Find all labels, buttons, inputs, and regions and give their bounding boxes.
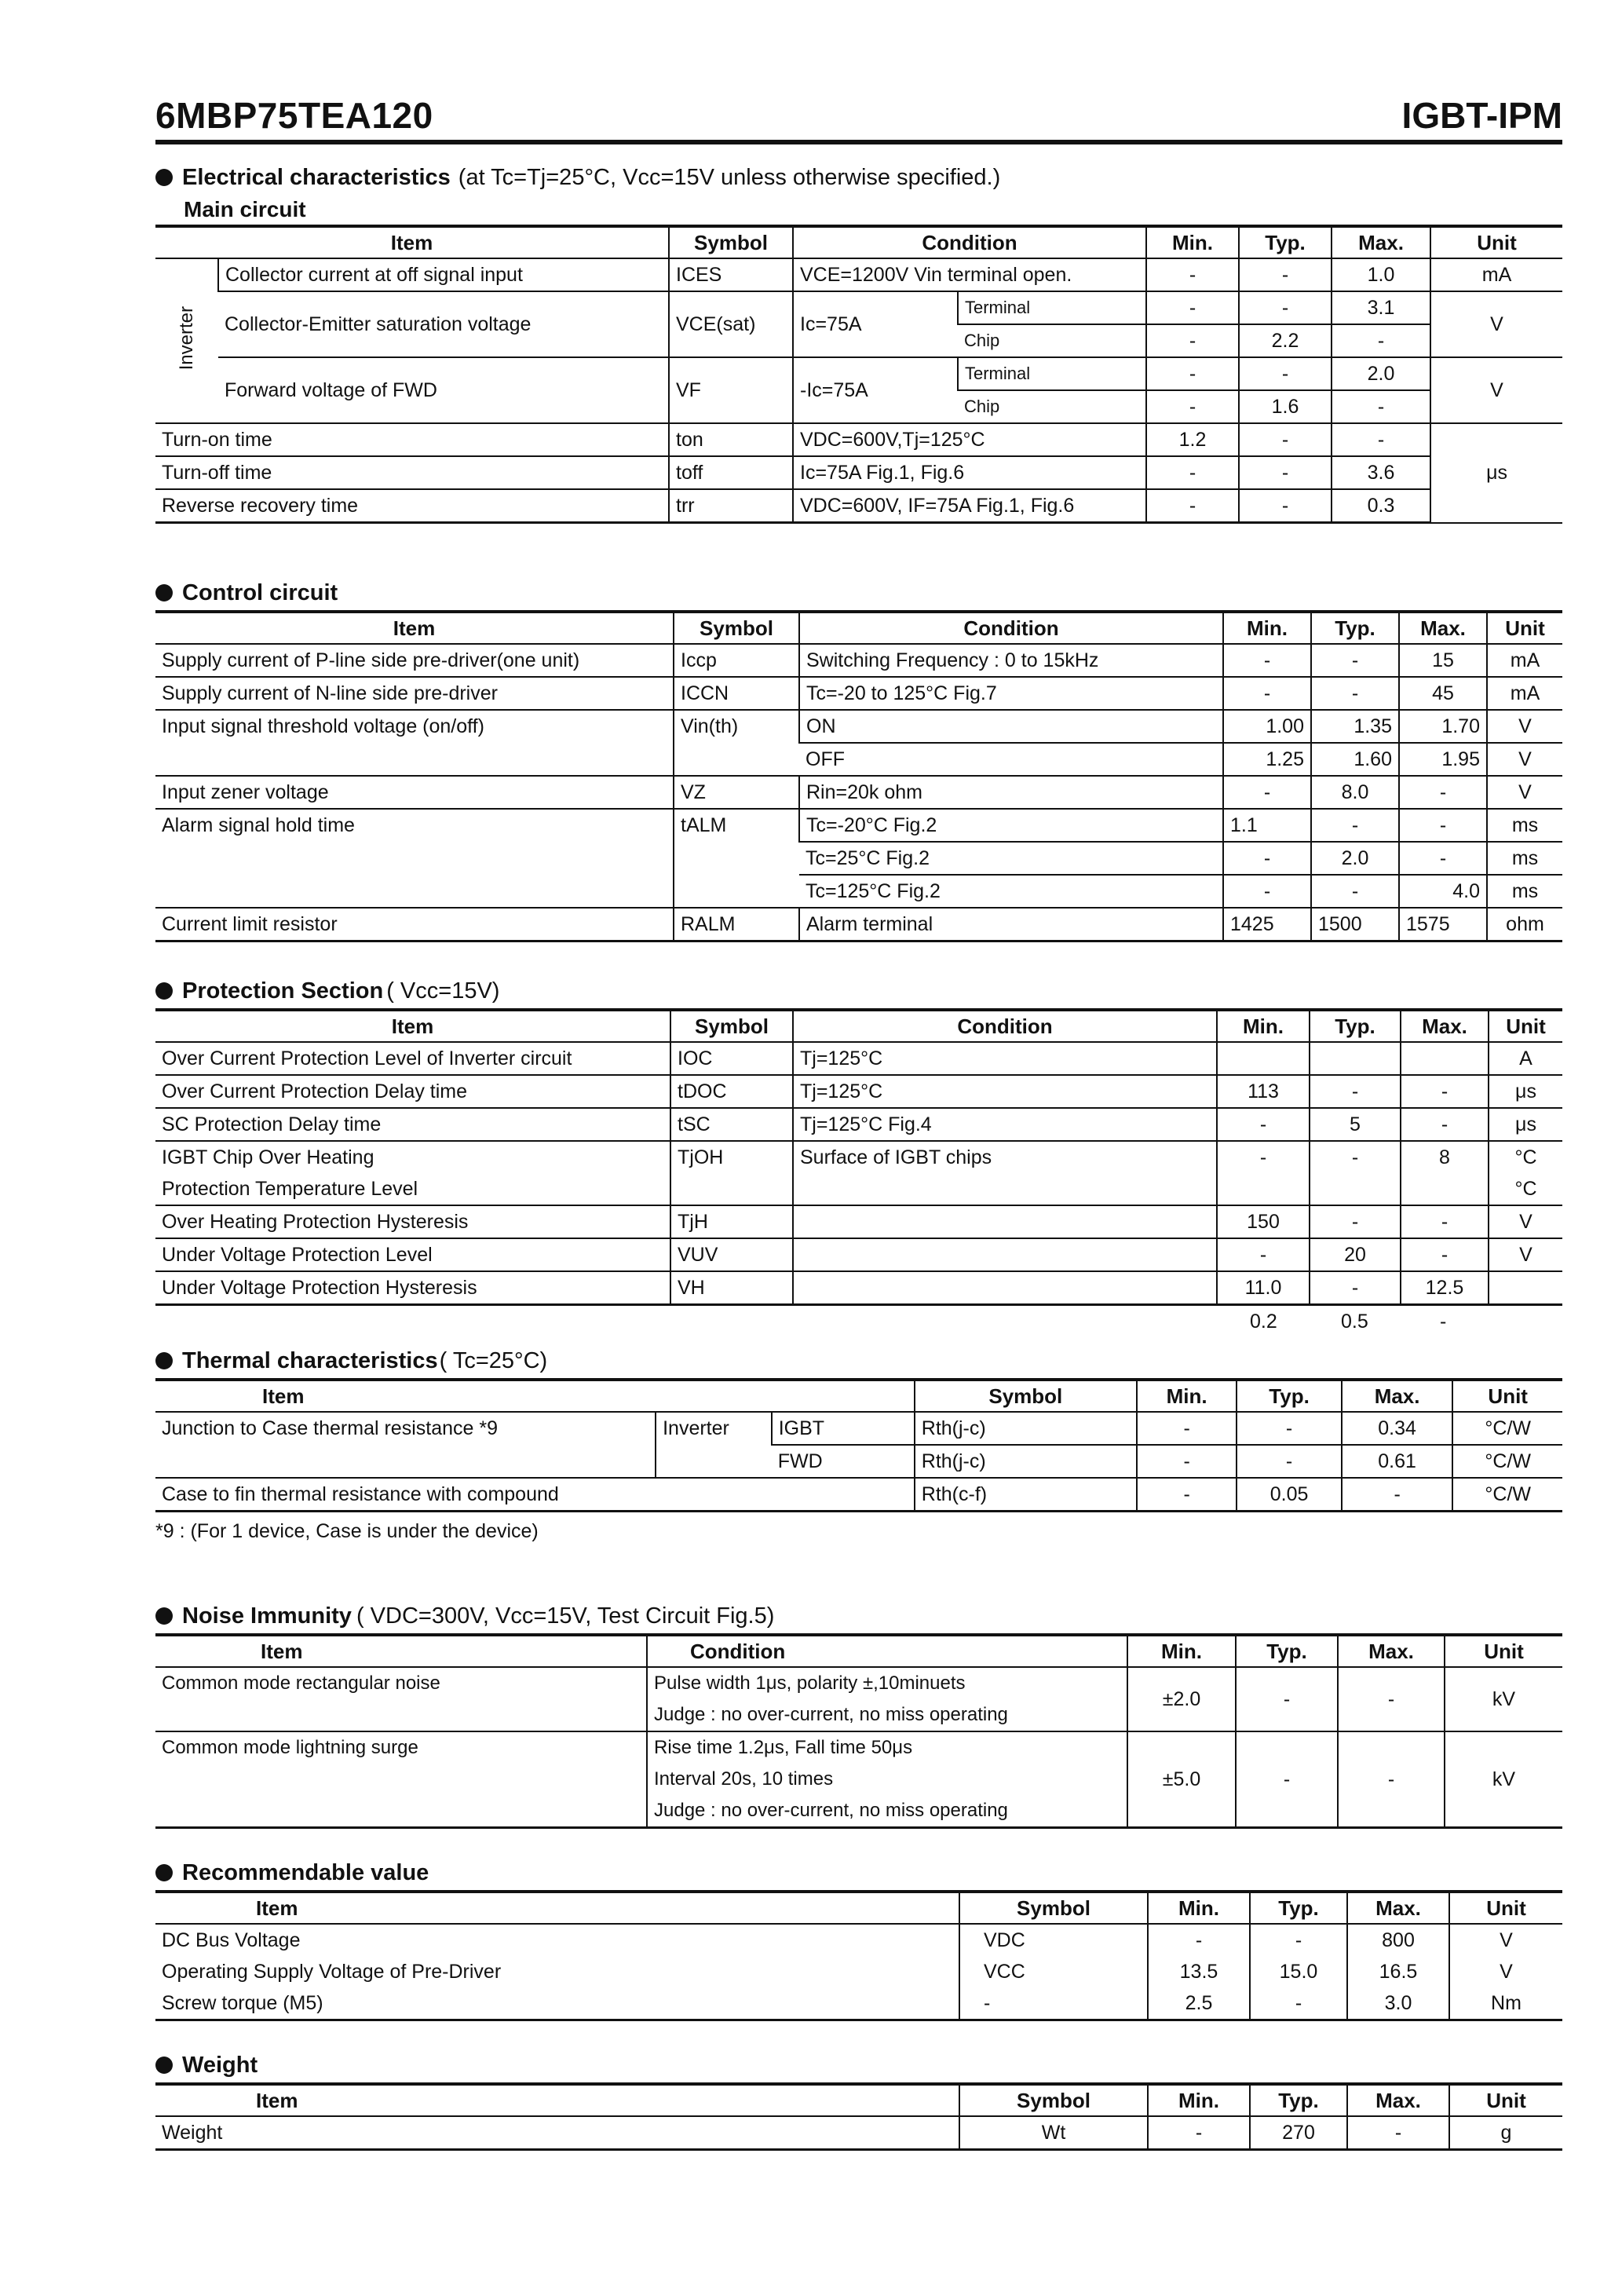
table-row: Reverse recovery time trr VDC=600V, IF=75A Fig.1, Fig.6 - - 0.3 bbox=[155, 489, 1562, 523]
section-note: ( VDC=300V, Vcc=15V, Test Circuit Fig.5) bbox=[356, 1603, 775, 1629]
bullet-icon bbox=[155, 2057, 173, 2074]
table-row: Protection Temperature Level °C bbox=[155, 1173, 1562, 1205]
section-title: Weight bbox=[182, 2052, 258, 2078]
bullet-icon bbox=[155, 169, 173, 186]
section-note: (at Tc=Tj=25°C, Vcc=15V unless otherwise specified.) bbox=[458, 164, 1001, 190]
bullet-icon bbox=[155, 1352, 173, 1369]
table-row: Weight Wt - 270 - g bbox=[155, 2116, 1562, 2150]
table-header-row: Item Symbol Min. Typ. Max. Unit bbox=[155, 1892, 1562, 1924]
main-circuit-subtitle: Main circuit bbox=[184, 197, 306, 221]
table-header-row: Item Symbol Min. Typ. Max. Unit bbox=[155, 1380, 1562, 1412]
thermal-table bbox=[155, 1378, 1562, 1512]
table-header-row: Item Symbol Condition Min. Typ. Max. Unit bbox=[155, 1010, 1562, 1042]
protection-extra-values: 0.2 0.5 - bbox=[1250, 1311, 1447, 1333]
table-row: Under Voltage Protection Hysteresis VH 11.0 - 12.5 bbox=[155, 1271, 1562, 1305]
bullet-icon bbox=[155, 1607, 173, 1625]
electrical-section-title bbox=[155, 160, 1562, 195]
table-row: Current limit resistor RALM Alarm terminal 1425 1500 1575 ohm bbox=[155, 908, 1562, 941]
protection-section-title bbox=[155, 974, 1562, 1008]
table-row: Supply current of P-line side pre-driver(one unit) Iccp Switching Frequency : 0 to 15kHz - - 15 mA bbox=[155, 644, 1562, 677]
table-row: Turn-off time toff Ic=75A Fig.1, Fig.6 - - 3.6 bbox=[155, 456, 1562, 489]
protection-table bbox=[155, 1008, 1562, 1306]
table-row: Over Current Protection Level of Inverter circuit IOC Tj=125°C A bbox=[155, 1042, 1562, 1075]
table-row: OFF 1.25 1.60 1.95 V bbox=[155, 743, 1562, 776]
table-header-row: Item Condition Min. Typ. Max. Unit bbox=[155, 1635, 1562, 1667]
control-circuit-table bbox=[155, 610, 1562, 942]
thermal-footnote: *9 : (For 1 device, Case is under the device) bbox=[155, 1520, 539, 1542]
table-row: Over Heating Protection Hysteresis TjH 150 - - V bbox=[155, 1205, 1562, 1238]
section-title: Recommendable value bbox=[182, 1859, 429, 1885]
table-row: Common mode rectangular noise Pulse width 1μs, polarity ±,10minuets Judge : no over-current, no miss operating ±2.0 - - kV bbox=[155, 1667, 1562, 1731]
table-header-row: Item Symbol Condition Min. Typ. Max. Unit bbox=[155, 612, 1562, 644]
table-header-row: Item Symbol Min. Typ. Max. Unit bbox=[155, 2084, 1562, 2116]
datasheet-page bbox=[155, 93, 1562, 2151]
table-row: Over Current Protection Delay time tDOC Tj=125°C 113 - - μs bbox=[155, 1075, 1562, 1108]
thermal-section-title bbox=[155, 1344, 1562, 1378]
table-row: Screw torque (M5) - 2.5 - 3.0 Nm bbox=[155, 1987, 1562, 2020]
table-row: Alarm signal hold time tALM Tc=-20°C Fig.2 1.1 - - ms bbox=[155, 809, 1562, 842]
recommend-section-title bbox=[155, 1855, 1562, 1890]
table-row: Tc=25°C Fig.2 - 2.0 - ms bbox=[155, 842, 1562, 875]
table-row: Collector-Emitter saturation voltage VCE(sat) Ic=75A Terminal - - 3.1 V bbox=[155, 291, 1562, 324]
table-row: Case to fin thermal resistance with compound Rth(c-f) - 0.05 - °C/W bbox=[155, 1478, 1562, 1512]
table-header-row: Item Symbol Condition Min. Typ. Max. Unit bbox=[155, 226, 1562, 258]
table-row: Tc=125°C Fig.2 - - 4.0 ms bbox=[155, 875, 1562, 908]
main-circuit-table bbox=[155, 225, 1562, 524]
noise-section-title bbox=[155, 1599, 1562, 1633]
product-category: IGBT-IPM bbox=[1401, 95, 1562, 136]
bullet-icon bbox=[155, 982, 173, 1000]
table-row: Turn-on time ton VDC=600V,Tj=125°C 1.2 - - μs bbox=[155, 423, 1562, 456]
table-row: Inverter Collector current at off signal input ICES VCE=1200V Vin terminal open. - - 1.0 mA bbox=[155, 258, 1562, 291]
table-row: Input signal threshold voltage (on/off) Vin(th) ON 1.00 1.35 1.70 V bbox=[155, 710, 1562, 743]
section-title: Electrical characteristics bbox=[182, 164, 451, 190]
section-note: ( Tc=25°C) bbox=[439, 1347, 548, 1373]
table-row: Common mode lightning surge Rise time 1.2μs, Fall time 50μs Interval 20s, 10 times Judge : no over-current, no miss operating ±5.0 - - kV bbox=[155, 1731, 1562, 1828]
weight-table bbox=[155, 2082, 1562, 2151]
page-header bbox=[155, 93, 1562, 144]
weight-section-title bbox=[155, 2048, 1562, 2082]
section-title: Noise Immunity bbox=[182, 1603, 352, 1629]
part-number: 6MBP75TEA120 bbox=[155, 95, 433, 136]
table-row: Under Voltage Protection Level VUV - 20 - V bbox=[155, 1238, 1562, 1271]
table-row: Chip - 2.2 - bbox=[155, 324, 1562, 357]
section-title: Control circuit bbox=[182, 579, 338, 605]
table-row: SC Protection Delay time tSC Tj=125°C Fig.4 - 5 - μs bbox=[155, 1108, 1562, 1141]
inverter-group-label: Inverter bbox=[175, 305, 197, 371]
table-row: IGBT Chip Over Heating TjOH Surface of IGBT chips - - 8 °C bbox=[155, 1141, 1562, 1173]
table-row: Input zener voltage VZ Rin=20k ohm - 8.0 - V bbox=[155, 776, 1562, 809]
section-title: Thermal characteristics bbox=[182, 1347, 438, 1373]
table-row: Junction to Case thermal resistance *9 Inverter IGBT Rth(j-c) - - 0.34 °C/W bbox=[155, 1412, 1562, 1445]
bullet-icon bbox=[155, 1864, 173, 1881]
bullet-icon bbox=[155, 584, 173, 601]
table-row: FWD Rth(j-c) - - 0.61 °C/W bbox=[155, 1445, 1562, 1478]
control-section-title bbox=[155, 576, 1562, 610]
section-title: Protection Section bbox=[182, 978, 384, 1004]
table-row: DC Bus Voltage VDC - - 800 V bbox=[155, 1924, 1562, 1956]
section-note: ( Vcc=15V) bbox=[386, 978, 500, 1004]
table-row: Chip - 1.6 - bbox=[155, 390, 1562, 423]
table-row: Forward voltage of FWD VF -Ic=75A Terminal - - 2.0 V bbox=[155, 357, 1562, 390]
noise-immunity-table bbox=[155, 1633, 1562, 1829]
recommendable-value-table bbox=[155, 1890, 1562, 2021]
table-row: Supply current of N-line side pre-driver ICCN Tc=-20 to 125°C Fig.7 - - 45 mA bbox=[155, 677, 1562, 710]
table-row: Operating Supply Voltage of Pre-Driver VCC 13.5 15.0 16.5 V bbox=[155, 1956, 1562, 1987]
